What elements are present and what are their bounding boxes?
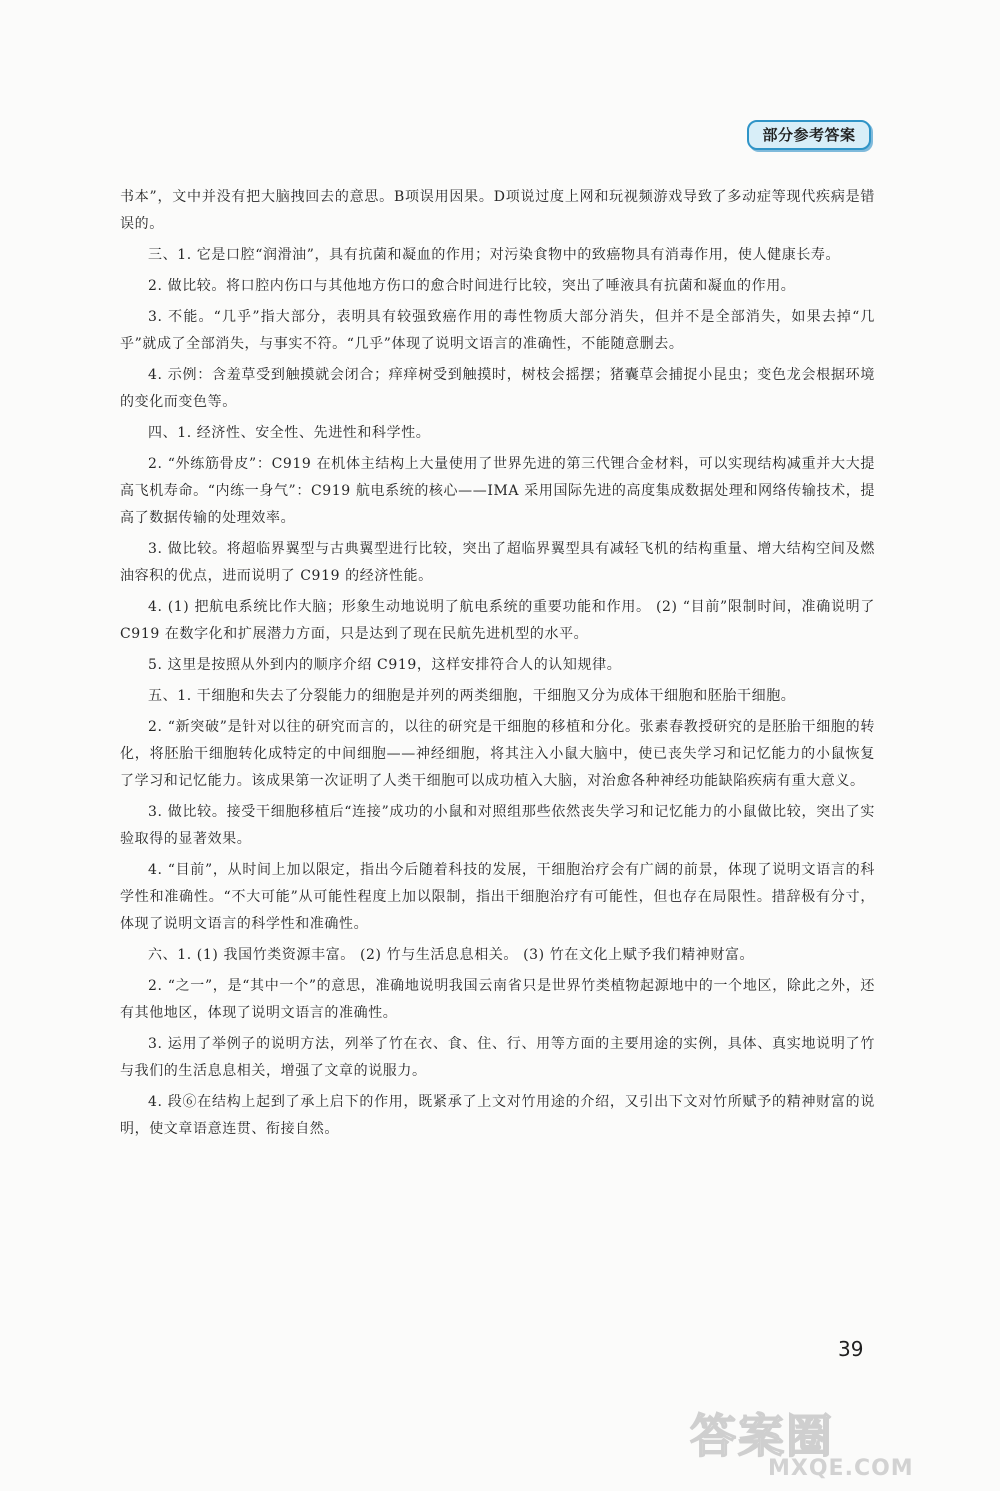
watermark-chars: 答案圈: [690, 1409, 834, 1463]
paragraph: 4. (1) 把航电系统比作大脑；形象生动地说明了航电系统的重要功能和作用。 (2) “目前”限制时间，准确说明了 C919 在数字化和扩展潜力方面，只是达到了现在民航先进机型的水平。: [120, 599, 875, 642]
section-badge: 部分参考答案: [747, 120, 871, 150]
paragraph: 4. 示例：含羞草受到触摸就会闭合；痒痒树受到触摸时，树枝会摇摆；猪囊草会捕捉小昆虫；变色龙会根据环境的变化而变色等。: [120, 367, 875, 410]
watermark-url: MXQE.COM: [768, 1456, 914, 1481]
paragraph: 书本”，文中并没有把大脑拽回去的意思。B项误用因果。D项说过度上网和玩视频游戏导致了多动症等现代疾病是错误的。: [120, 189, 875, 232]
paragraph: 六、1. (1) 我国竹类资源丰富。 (2) 竹与生活息息相关。 (3) 竹在文化上赋予我们精神财富。: [148, 947, 755, 963]
paragraph: 3. 做比较。接受干细胞移植后“连接”成功的小鼠和对照组那些依然丧失学习和记忆能力的小鼠做比较，突出了实验取得的显著效果。: [120, 804, 875, 847]
paragraph: 2. “之一”，是“其中一个”的意思，准确地说明我国云南省只是世界竹类植物起源地中的一个地区，除此之外，还有其他地区，体现了说明文语言的准确性。: [120, 978, 875, 1021]
paragraph: 2. 做比较。将口腔内伤口与其他地方伤口的愈合时间进行比较，突出了唾液具有抗菌和凝血的作用。: [148, 278, 796, 294]
paragraph: 3. 不能。“几乎”指大部分，表明具有较强致癌作用的毒性物质大部分消失，但并不是全部消失，如果去掉“几乎”就成了全部消失，与事实不符。“几乎”体现了说明文语言的准确性，不能随意删去。: [120, 309, 875, 352]
paragraph: 四、1. 经济性、安全性、先进性和科学性。: [148, 425, 431, 441]
paragraph: 4. 段⑥在结构上起到了承上启下的作用，既紧承了上文对竹用途的介绍，又引出下文对竹所赋予的精神财富的说明，使文章语意连贯、衔接自然。: [120, 1094, 875, 1137]
paragraph: 5. 这里是按照从外到内的顺序介绍 C919，这样安排符合人的认知规律。: [148, 657, 622, 673]
paragraph: 3. 做比较。将超临界翼型与古典翼型进行比较，突出了超临界翼型具有减轻飞机的结构重量、增大结构空间及燃油容积的优点，进而说明了 C919 的经济性能。: [120, 541, 875, 584]
answer-text: [120, 184, 875, 1147]
paragraph: 五、1. 干细胞和失去了分裂能力的细胞是并列的两类细胞，干细胞又分为成体干细胞和胚胎干细胞。: [148, 688, 796, 704]
paragraph: 2. “新突破”是针对以往的研究而言的，以往的研究是干细胞的移植和分化。张素春教授研究的是胚胎干细胞的转化，将胚胎干细胞转化成特定的中间细胞——神经细胞，将其注入小鼠大脑中，使已丧失学习和记忆能力的小鼠恢复了学习和记忆能力。该成果第一次证明了人类干细胞可以成功植入大脑，对治愈各种神经功能缺陷疾病有重大意义。: [120, 719, 875, 789]
paragraph: 2. “外练筋骨皮”：C919 在机体主结构上大量使用了世界先进的第三代锂合金材料，可以实现结构减重并大大提高飞机寿命。“内练一身气”：C919 航电系统的核心——IMA 采用国际先进的高度集成数据处理和网络传输技术，提高了数据传输的处理效率。: [120, 456, 875, 526]
paragraph: 三、1. 它是口腔“润滑油”，具有抗菌和凝血的作用；对污染食物中的致癌物具有消毒作用，使人健康长寿。: [148, 247, 841, 263]
paragraph: 4. “目前”，从时间上加以限定，指出今后随着科技的发展，干细胞治疗会有广阔的前景，体现了说明文语言的科学性和准确性。“不大可能”从可能性程度上加以限制，指出干细胞治疗有可能性，但也存在局限性。措辞极有分寸，体现了说明文语言的科学性和准确性。: [120, 862, 875, 932]
watermark-logo: [690, 1400, 990, 1486]
page-number: 39: [838, 1337, 864, 1361]
paragraph: 3. 运用了举例子的说明方法，列举了竹在衣、食、住、行、用等方面的主要用途的实例，具体、真实地说明了竹与我们的生活息息相关，增强了文章的说服力。: [120, 1036, 875, 1079]
